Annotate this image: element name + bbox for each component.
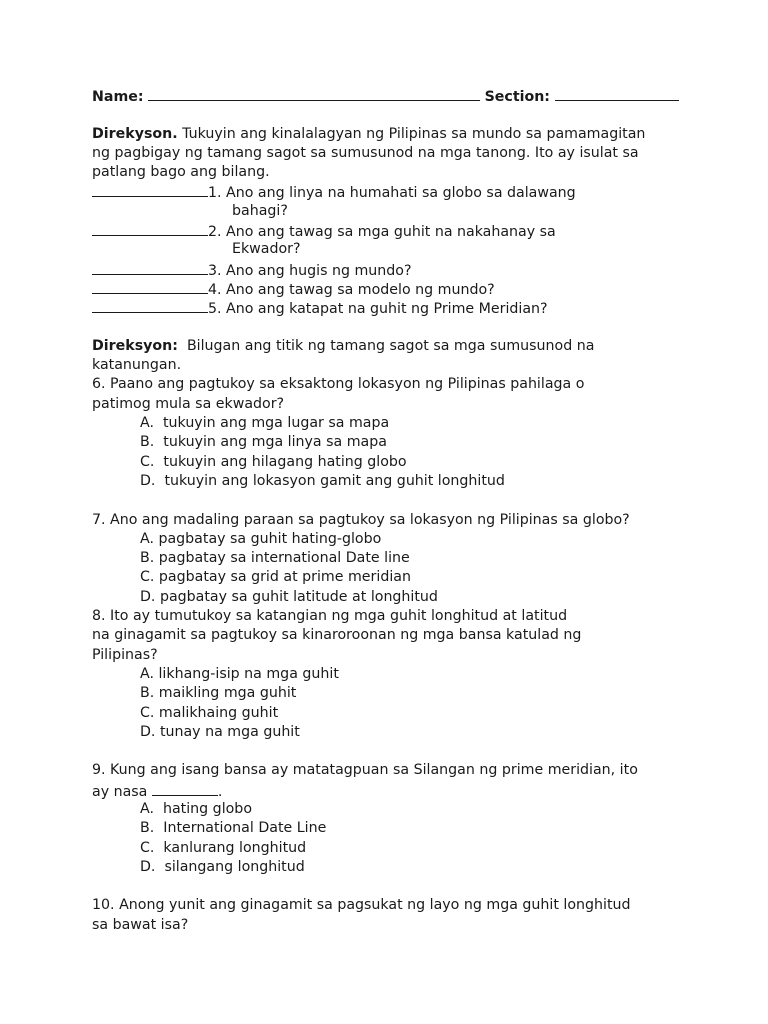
- question-9: 9. Kung ang isang bansa ay matatagpuan sa Silangan ng prime meridian, ito: [92, 762, 638, 779]
- worksheet: [92, 86, 692, 935]
- question-8: 8. Ito ay tumutukoy sa katangian ng mga guhit longhitud at latitud: [92, 608, 568, 625]
- question-7: 7. Ano ang madaling paraan sa pagtukoy sa lokasyon ng Pilipinas sa globo?: [92, 511, 630, 528]
- answer-blank-4[interactable]: [92, 279, 208, 294]
- name-section-row: [92, 86, 692, 105]
- q9-option-c[interactable]: C. kanlurang longhitud: [140, 839, 307, 856]
- question-8-cont1: na ginagamit sa pagtukoy sa kinaroroonan ng mga bansa katulad ng: [92, 627, 582, 644]
- direction2-label: Direksyon:: [92, 337, 178, 354]
- question-2-cont: Ekwador?: [232, 241, 301, 258]
- question-10: 10. Anong yunit ang ginagamit sa pagsukat ng layo ng mga guhit longhitud: [92, 897, 631, 914]
- q7-option-b[interactable]: B. pagbatay sa international Date line: [140, 550, 410, 567]
- question-6: 6. Paano ang pagtukoy sa eksaktong lokasyon ng Pilipinas pahilaga o: [92, 376, 585, 393]
- q6-option-a[interactable]: A. tukuyin ang mga lugar sa mapa: [140, 415, 390, 432]
- q7-option-d[interactable]: D. pagbatay sa guhit latitude at longhitud: [140, 588, 438, 605]
- question-1: 1. Ano ang linya na humahati sa globo sa dalawang: [92, 182, 692, 201]
- q6-option-d[interactable]: D. tukuyin ang lokasyon gamit ang guhit longhitud: [140, 472, 505, 489]
- direction1-line2: ng pagbigay ng tamang sagot sa sumusunod na mga tanong. Ito ay isulat sa: [92, 144, 639, 161]
- section-blank[interactable]: [555, 86, 679, 101]
- q8-option-d[interactable]: D. tunay na mga guhit: [140, 723, 300, 740]
- q6-option-b[interactable]: B. tukuyin ang mga linya sa mapa: [140, 434, 387, 451]
- q9-option-d[interactable]: D. silangang longhitud: [140, 858, 305, 875]
- q9-option-b[interactable]: B. International Date Line: [140, 820, 327, 837]
- q8-option-b[interactable]: B. maikling mga guhit: [140, 685, 297, 702]
- question-2: 2. Ano ang tawag sa mga guhit na nakahanay sa: [92, 221, 692, 240]
- direction2-line2: katanungan.: [92, 357, 182, 374]
- question-10-cont: sa bawat isa?: [92, 916, 189, 933]
- direction1-line3: patlang bago ang bilang.: [92, 164, 270, 181]
- direction1-line1: Direkyson. Tukuyin ang kinalalagyan ng Pilipinas sa mundo sa pamamagitan: [92, 125, 646, 142]
- question-5: 5. Ano ang katapat na guhit ng Prime Meridian?: [92, 298, 692, 317]
- answer-blank-3[interactable]: [92, 260, 208, 275]
- answer-blank-1[interactable]: [92, 182, 208, 197]
- q9-option-a[interactable]: A. hating globo: [140, 800, 252, 817]
- q6-option-c[interactable]: C. tukuyin ang hilagang hating globo: [140, 453, 407, 470]
- direction2-line1: Direksyon: Bilugan ang titik ng tamang sagot sa mga sumusunod na: [92, 337, 595, 354]
- q7-option-c[interactable]: C. pagbatay sa grid at prime meridian: [140, 569, 411, 586]
- answer-blank-2[interactable]: [92, 221, 208, 236]
- question-4: 4. Ano ang tawag sa modelo ng mundo?: [92, 279, 692, 298]
- question-9-cont: ay nasa .: [92, 781, 692, 800]
- question-6-cont: patimog mula sa ekwador?: [92, 395, 285, 412]
- direction1-label: Direkyson.: [92, 125, 178, 142]
- name-label: Name:: [92, 89, 144, 105]
- question-1-cont: bahagi?: [232, 202, 288, 219]
- q8-option-c[interactable]: C. malikhaing guhit: [140, 704, 279, 721]
- q9-blank[interactable]: [152, 781, 218, 796]
- name-blank[interactable]: [148, 86, 480, 101]
- section-label: Section:: [484, 89, 550, 105]
- q8-option-a[interactable]: A. likhang-isip na mga guhit: [140, 665, 339, 682]
- q7-option-a[interactable]: A. pagbatay sa guhit hating-globo: [140, 530, 382, 547]
- question-3: 3. Ano ang hugis ng mundo?: [92, 260, 692, 279]
- answer-blank-5[interactable]: [92, 298, 208, 313]
- question-8-cont2: Pilipinas?: [92, 646, 158, 663]
